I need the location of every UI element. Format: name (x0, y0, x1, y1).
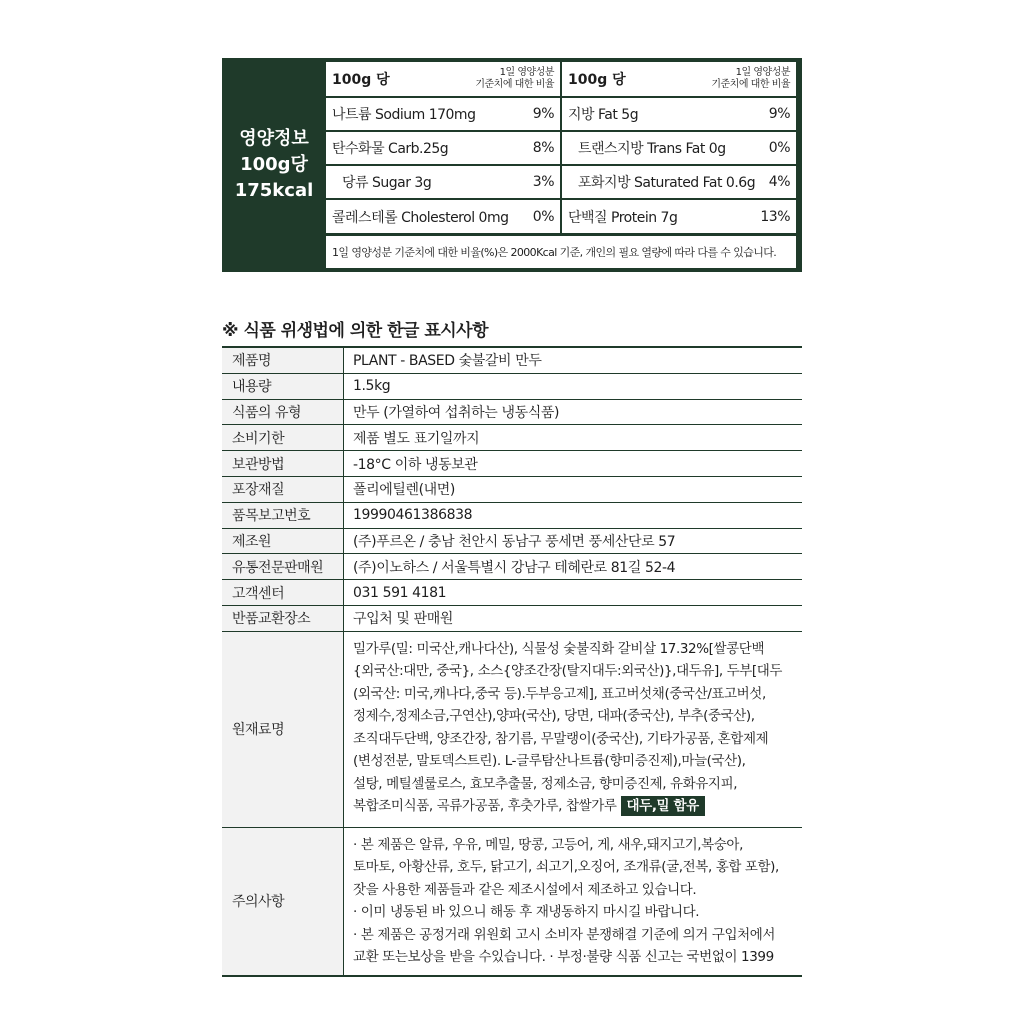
row-key: 내용량 (222, 374, 344, 399)
daily-value-header: 1일 영양성분 기준치에 대한 비율 (475, 67, 554, 90)
row-key: 제조원 (222, 529, 344, 554)
table-row (222, 400, 802, 426)
row-key: 주의사항 (222, 828, 344, 975)
nutrition-header-right (562, 62, 796, 96)
row-key: 고객센터 (222, 580, 344, 605)
nutrient-row-trans-fat: 트랜스지방 Trans Fat 0g 0% (578, 140, 790, 157)
row-key: 식품의 유형 (222, 400, 344, 425)
row-key: 반품교환장소 (222, 606, 344, 631)
row-key: 제품명 (222, 348, 344, 373)
section-title: ※ 식품 위생법에 의한 한글 표시사항 (222, 321, 489, 341)
table-row (222, 580, 802, 606)
nutrition-grid (326, 62, 796, 233)
nutrient-row-protein: 단백질 Protein 7g 13% (568, 208, 790, 226)
row-key: 포장재질 (222, 477, 344, 502)
cautions-text: · 본 제품은 알류, 우유, 메밀, 땅콩, 고등어, 게, 새우,돼지고기,복숭아, 토마토, 아황산류, 호두, 닭고기, 쇠고기,오징어, 조개류(굴,전복, 홍합 포함), 잣을 사용한 제품들과 같은 제조시설에서 제조하고 있습니다. · 이미 냉동된 바 있으니 해동 후 재냉동하지 마시길 바랍니다. · 본 제품은 공정거래 위원회 고시 소비자 분쟁해결 기준에 의거 구입처에서 교환 또는보상을 받을 수있습니다. · 부정·불량 식품 신고는 국번없이 1399 (353, 836, 779, 966)
product-info-table (222, 346, 802, 977)
table-row (222, 554, 802, 580)
table-row (222, 477, 802, 503)
row-value: 1.5kg (353, 378, 391, 395)
row-key: 품목보고번호 (222, 503, 344, 528)
row-value: 구입처 및 판매원 (353, 611, 453, 628)
nutrient-row-cholesterol: 콜레스테롤 Cholesterol 0mg 0% (332, 208, 554, 226)
row-key: 원재료명 (222, 632, 344, 827)
nutrient-row-sugar: 당류 Sugar 3g 3% (342, 174, 554, 191)
table-row (222, 606, 802, 632)
row-value: 만두 (가열하여 섭취하는 냉동식품) (353, 404, 560, 421)
ingredients-text: 밀가루(밀: 미국산,캐나다산), 식물성 숯불직화 갈비살 17.32%[쌀콩단백 {외국산:대만, 중국}, 소스{양조간장(탈지대두:외국산)},대두유], 두부[대두 (외국산: 미국,캐나다,중국 등).두부응고제], 표고버섯채(중국산/표고버섯, 정제수,정제소금,구연산),양파(국산), 당면, 대파(중국산), 부추(중국산), 조직대두단백, 양조간장, 참기름, 무말랭이(중국산), 기타가공품, 혼합제제 (변성전분, 말토덱스트린). L-글루탐산나트륨(향미증진제),마늘(국산), 설탕, 메틸셀룰로스, 효모추출물, 정제소금, 향미증진제, 유화유지피, 복합조미식품, 곡류가공품, 후춧가루, 찹쌀가루 대두,밀 함유 (353, 640, 783, 815)
row-value: -18°C 이하 냉동보관 (353, 456, 478, 473)
table-row (222, 425, 802, 451)
table-row (222, 348, 802, 374)
nutrition-calories: 175kcal (234, 180, 314, 201)
row-key: 유통전문판매원 (222, 554, 344, 579)
per-serving-label: 100g 당 (568, 72, 626, 88)
table-row (222, 374, 802, 400)
row-value: 031 591 4181 (353, 584, 447, 601)
nutrient-row-carb: 탄수화물 Carb.25g 8% (332, 140, 554, 157)
row-value: 폴리에틸렌(내면) (353, 482, 455, 499)
nutrition-title: 영양정보 (239, 128, 309, 149)
row-value: (주)이노하스 / 서울특별시 강남구 테헤란로 81길 52-4 (353, 559, 676, 576)
nutrition-header-left (326, 62, 560, 96)
nutrient-row-fat: 지방 Fat 5g 9% (568, 106, 790, 123)
ingredients-row (222, 632, 802, 828)
allergen-badge: 대두,밀 함유 (621, 796, 705, 816)
row-key: 소비기한 (222, 425, 344, 450)
row-value: (주)푸르온 / 충남 천안시 동남구 풍세면 풍세산단로 57 (353, 533, 676, 550)
row-value: PLANT - BASED 숯불갈비 만두 (353, 353, 542, 370)
cautions-row (222, 828, 802, 975)
table-row (222, 451, 802, 477)
nutrient-row-sodium: 나트륨 Sodium 170mg 9% (332, 106, 554, 123)
per-serving-label: 100g 당 (332, 72, 390, 88)
row-key: 보관방법 (222, 451, 344, 476)
daily-value-header: 1일 영양성분 기준치에 대한 비율 (711, 67, 790, 90)
table-row (222, 503, 802, 529)
nutrition-footnote: 1일 영양성분 기준치에 대한 비율(%)은 2000Kcal 기준, 개인의 필요 열량에 따라 다를 수 있습니다. (326, 236, 796, 268)
row-value: 제품 별도 표기일까지 (353, 430, 480, 447)
table-row (222, 529, 802, 555)
nutrition-serving: 100g당 (240, 154, 308, 175)
nutrition-summary-label (222, 58, 326, 272)
nutrition-facts-box (222, 58, 802, 272)
nutrient-row-saturated-fat: 포화지방 Saturated Fat 0.6g 4% (578, 174, 790, 191)
row-value: 19990461386838 (353, 507, 473, 524)
